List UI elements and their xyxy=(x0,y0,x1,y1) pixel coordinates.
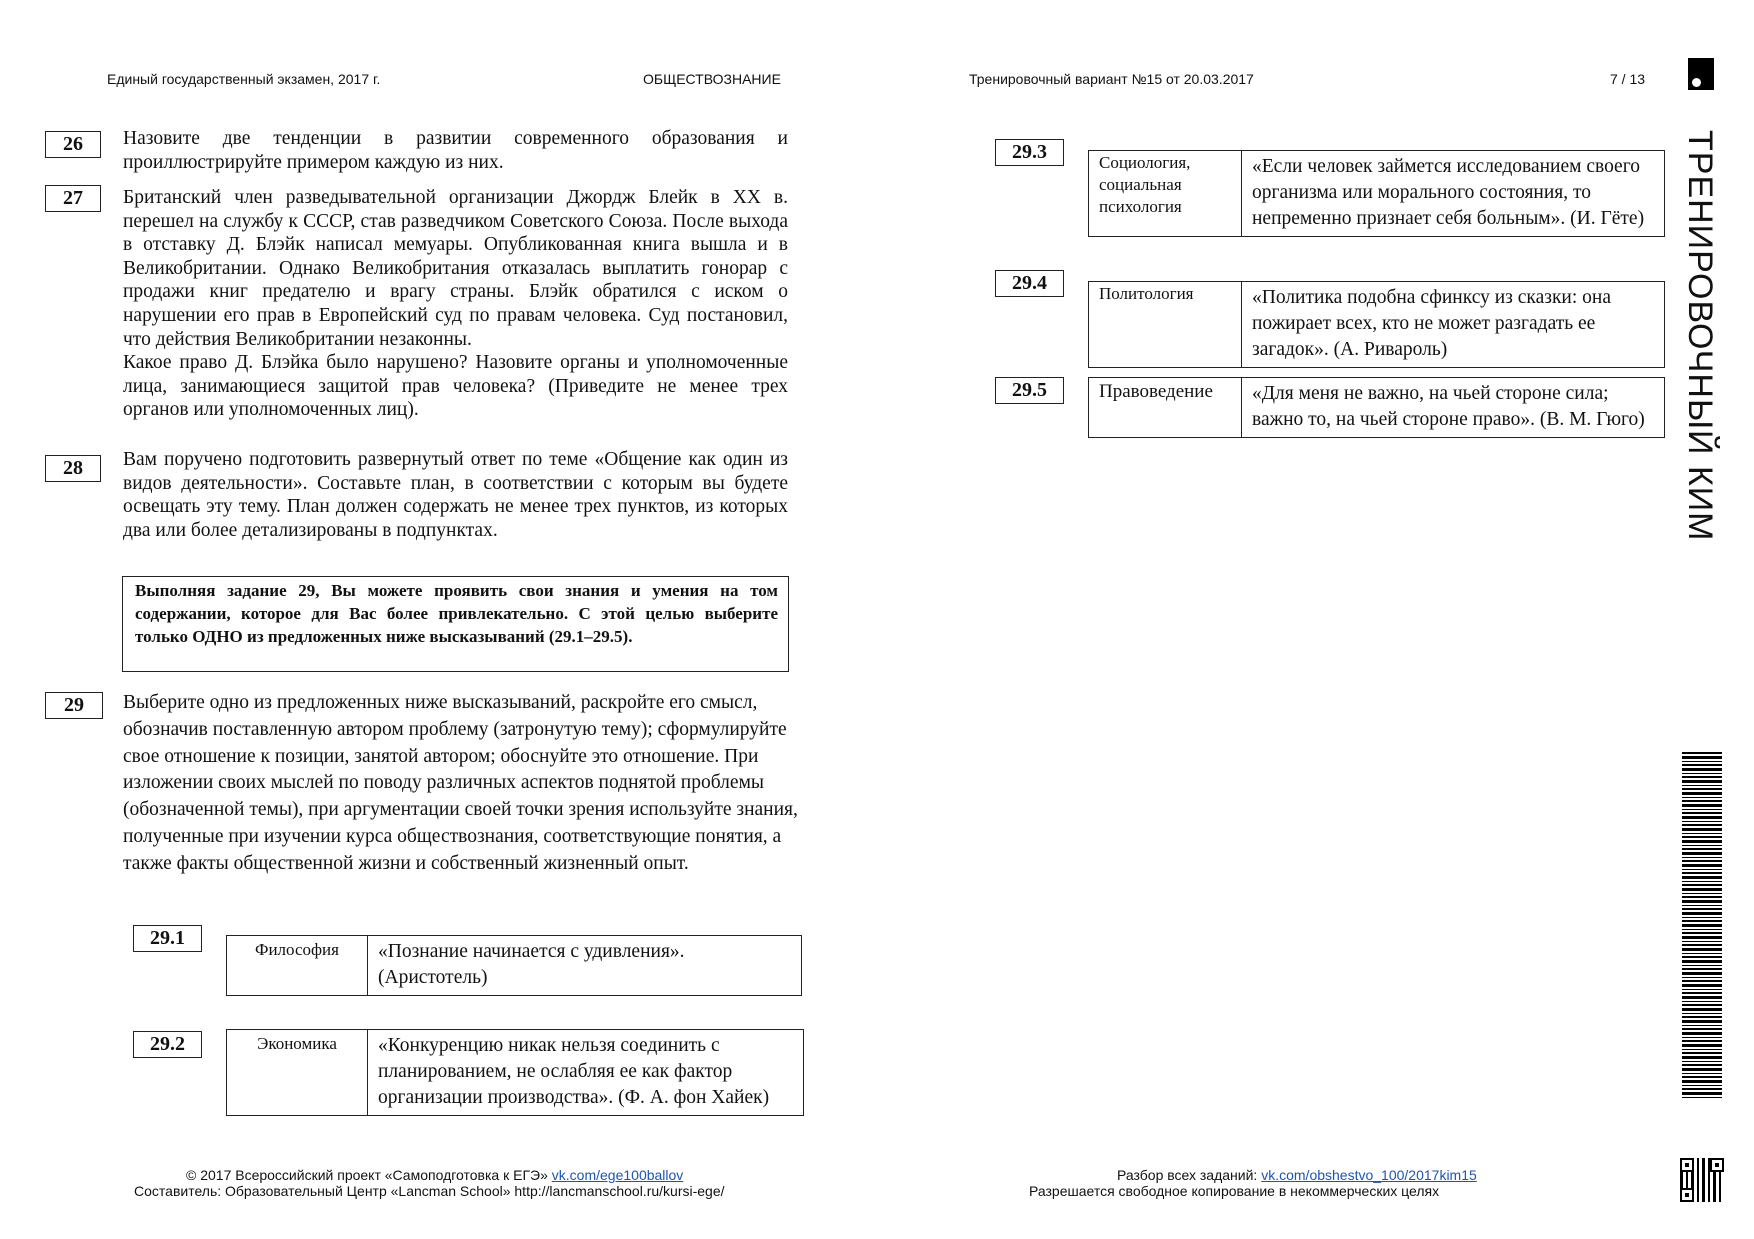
footer-project-line xyxy=(186,1167,683,1183)
statement-subject: Правоведение xyxy=(1089,378,1242,438)
footer-project-text: © 2017 Всероссийский проект «Самоподготовка к ЕГЭ» xyxy=(186,1167,548,1183)
header-exam-title: Единый государственный экзамен, 2017 г. xyxy=(107,71,381,87)
task-27-text xyxy=(123,186,788,422)
footer-author-line: Составитель: Образовательный Центр «Lancman School» http://lancmanschool.ru/kursi-ege/ xyxy=(134,1183,725,1199)
header-subject: ОБЩЕСТВОЗНАНИЕ xyxy=(643,71,781,87)
statement-subject: Экономика xyxy=(227,1030,368,1116)
statement-quote: «Познание начинается с удивления». (Аристотель) xyxy=(368,936,802,996)
statement-number-29-3: 29.3 xyxy=(995,139,1064,166)
task-28-body: Вам поручено подготовить развернутый ответ по теме «Общение как один из видов деятельности». Составьте план, в соответствии с которым вы будете освещать эту тему. План должен содержать не менее трех пунктов, из которых два или более детализированы в подпунктах. xyxy=(123,449,788,541)
side-label: ТРЕНИРОВОЧНЫЙ КИМ xyxy=(1681,130,1719,542)
statement-number-29-1: 29.1 xyxy=(133,925,202,952)
footer-copy-notice: Разрешается свободное копирование в некоммерческих целях xyxy=(1029,1183,1440,1199)
task-29-text: Выберите одно из предложенных ниже высказываний, раскройте его смысл, обозначив поставленную автором проблему (затронутую тему); сформулируйте свое отношение к позиции, занятой автором; обоснуйте это отношение. При изложении своих мыслей по поводу различных аспектов поднятой проблемы (обозначенной темы), при аргументации своей точки зрения используйте знания, полученные при изучении курса обществознания, соответствующие понятия, а также факты общественной жизни и собственный жизненный опыт. xyxy=(123,692,798,874)
footer-analysis-text: Разбор всех заданий: xyxy=(1117,1167,1258,1183)
statement-subject: Социология, социальная психология xyxy=(1089,151,1242,237)
statement-quote: «Политика подобна сфинксу из сказки: она пожирает всех, кто не может разгадать ее загадок». (А. Ривароль) xyxy=(1242,282,1665,368)
statement-29-1-table xyxy=(226,935,802,996)
corner-marker-icon xyxy=(1688,58,1714,90)
task-number-26: 26 xyxy=(45,131,101,158)
footer-analysis-link[interactable]: vk.com/obshestvo_100/2017kim15 xyxy=(1261,1167,1477,1183)
qr-code-icon xyxy=(1680,1158,1724,1202)
footer-project-link[interactable]: vk.com/ege100ballov xyxy=(551,1167,684,1183)
statement-quote: «Для меня не важно, на чьей стороне сила; важно то, на чьей стороне право». (В. М. Гюго) xyxy=(1242,378,1665,438)
statement-29-4-table xyxy=(1088,281,1665,368)
task-27-body: Британский член разведывательной организации Джордж Блейк в XX в. перешел на службу к СССР, став разведчиком Советского Союза. После выхода в отставку Д. Блэйк написал мемуары. Опубликованная книга вышла и в Великобритании. Однако Великобритания отказалась выплатить гонорар с продажи книг предателю и врагу страны. Блэйк обратился с иском о нарушении его прав в Европейский суд по правам человека. Суд постановил, что действия Великобритании незаконны. xyxy=(123,187,788,350)
statement-29-2-table xyxy=(226,1029,804,1116)
task-number-29: 29 xyxy=(45,692,103,719)
task-26-text xyxy=(123,127,788,174)
statement-subject: Философия xyxy=(227,936,368,996)
statement-number-29-2: 29.2 xyxy=(133,1031,202,1058)
footer-analysis-line xyxy=(1117,1167,1477,1183)
task-29-instruction-box: Выполняя задание 29, Вы можете проявить свои знания и умения на том содержании, которое для Вас более привлекательно. С этой целью выберите только ОДНО из предложенных ниже высказываний (29.1–29.5). xyxy=(122,576,789,672)
statement-number-29-5: 29.5 xyxy=(995,377,1064,404)
statement-29-5-table xyxy=(1088,377,1665,438)
header-variant: Тренировочный вариант №15 от 20.03.2017 xyxy=(969,71,1254,87)
statement-29-3-table xyxy=(1088,150,1665,237)
task-28-text xyxy=(123,448,788,542)
task-number-27: 27 xyxy=(45,185,101,212)
barcode-icon xyxy=(1682,752,1722,1100)
statement-subject: Политология xyxy=(1089,282,1242,368)
task-27-question: Какое право Д. Блэйка было нарушено? Назовите органы и уполномоченные лица, занимающиеся защитой прав человека? (Приведите не менее трех органов или уполномоченных лиц). xyxy=(123,352,788,421)
corner-marker-dot xyxy=(1692,78,1701,87)
statement-quote: «Если человек займется исследованием своего организма или морального состояния, то непременно признает себя больным». (И. Гёте) xyxy=(1242,151,1665,237)
statement-number-29-4: 29.4 xyxy=(995,270,1064,297)
statement-quote: «Конкуренцию никак нельзя соединить с планированием, не ослабляя ее как фактор организации производства». (Ф. А. фон Хайек) xyxy=(368,1030,804,1116)
header-page-number: 7 / 13 xyxy=(1610,71,1646,87)
task-number-28: 28 xyxy=(45,455,101,482)
task-26-body: Назовите две тенденции в развитии современного образования и проиллюстрируйте примером каждую из них. xyxy=(123,128,788,173)
